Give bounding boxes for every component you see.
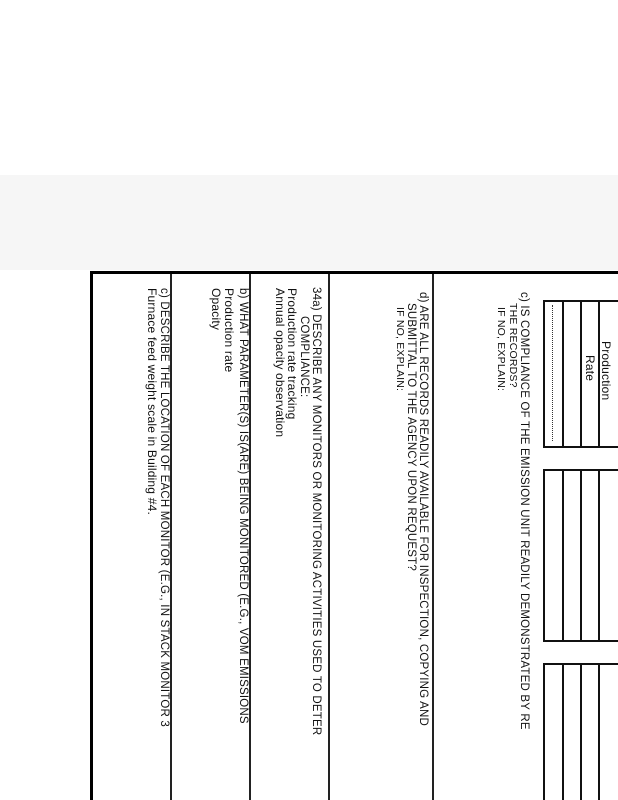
parameter-answer-1: Production rate: [222, 288, 236, 373]
monitoring-answer-2: Annual opacity observation: [273, 288, 287, 438]
section-divider: [328, 274, 330, 800]
table-border: [598, 469, 600, 640]
parameters-question: b) WHAT PARAMETER(S) IS(ARE) BEING MONITORED (E.G., VOM EMISSIONS: [237, 288, 249, 724]
blank-upper-area: [0, 0, 618, 175]
section-divider: [249, 274, 251, 800]
table-border: [562, 300, 564, 446]
table-header-production: Production: [599, 341, 613, 401]
section-divider: [170, 274, 172, 800]
table-dotted-line: [552, 305, 554, 441]
records-if-no: IF NO, EXPLAIN:: [394, 307, 406, 392]
monitoring-question: 34a) DESCRIBE ANY MONITORS OR MONITORING ACTIVITIES USED TO DETER: [310, 287, 322, 736]
scan-tint-band: [0, 175, 618, 270]
table-border: [543, 469, 545, 640]
records-question-cont: SUBMITTAL TO THE AGENCY UPON REQUEST?: [405, 303, 417, 571]
monitoring-answer-1: Production rate tracking: [285, 288, 299, 420]
monitor-location-question: c) DESCRIBE THE LOCATION OF EACH MONITOR (E.G., IN STACK MONITOR 3: [158, 288, 170, 727]
table-border: [562, 469, 564, 640]
table-border: [580, 663, 582, 800]
table-header-rate: Rate: [583, 355, 597, 382]
table-border: [543, 300, 545, 446]
parameter-answer-2: Opacity: [209, 288, 223, 331]
table-border: [580, 300, 582, 446]
compliance-question: c) IS COMPLIANCE OF THE EMISSION UNIT READILY DEMONSTRATED BY RE: [518, 292, 530, 730]
table-border: [543, 640, 618, 642]
table-border: [580, 469, 582, 640]
table-border: [543, 446, 618, 448]
monitor-location-answer: Furnace feed weight scale in Building #4.: [145, 288, 159, 516]
form-border-left: [90, 271, 93, 800]
table-border: [543, 663, 545, 800]
section-divider: [432, 274, 434, 800]
table-border: [562, 663, 564, 800]
compliance-if-no: IF NO, EXPLAIN:: [495, 307, 507, 392]
records-question: d) ARE ALL RECORDS READILY AVAILABLE FOR INSPECTION, COPYING AND: [417, 292, 429, 726]
monitoring-question-cont: COMPLIANCE:: [298, 316, 310, 398]
table-border: [598, 663, 600, 800]
compliance-question-cont: THE RECORDS?: [507, 303, 519, 388]
